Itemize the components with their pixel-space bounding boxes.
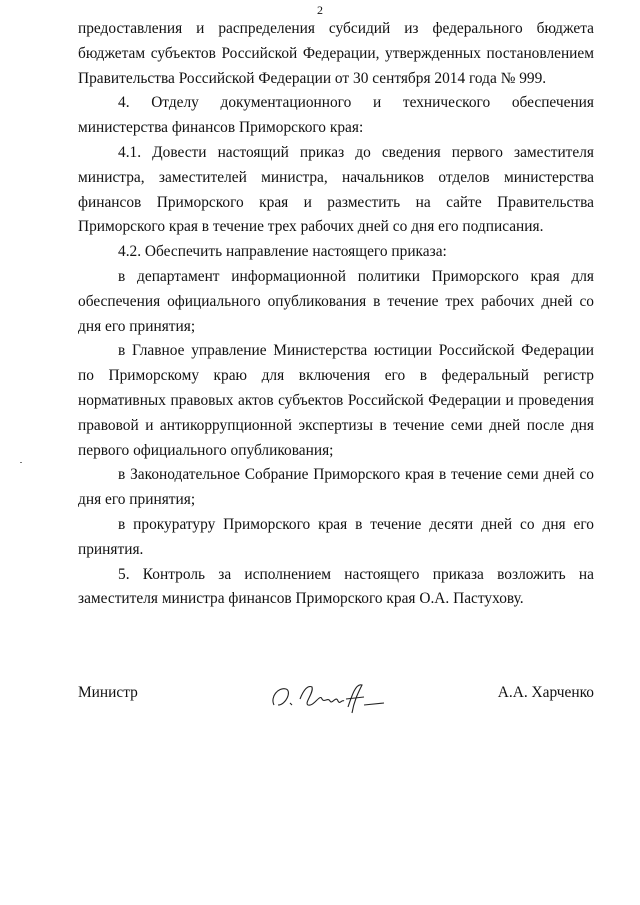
paragraph-item-4-1: 4.1. Довести настоящий приказ до сведения первого заместителя министра, заместителей министра, начальников отделов министерства финансов Приморского края и разместить на сайте Правительства Приморского края в течение трех рабочих дней со дня его подписания. <box>78 143 594 236</box>
margin-mark <box>20 462 22 463</box>
paragraph-legislative-assembly: в Законодательное Собрание Приморского края в течение семи дней со дня его принятия; <box>78 466 594 509</box>
document-body <box>78 17 594 612</box>
paragraph-info-policy-department: в департамент информационной политики Приморского края для обеспечения официального опубликования в течение трех рабочих дней со дня его принятия; <box>78 267 594 335</box>
page-number: 2 <box>317 3 323 17</box>
paragraph-item-4-2: 4.2. Обеспечить направление настоящего приказа: <box>118 243 447 261</box>
signer-name: А.А. Харченко <box>497 684 594 701</box>
signer-title: Министр <box>78 684 138 701</box>
paragraph-subsidies-clause: предоставления и распределения субсидий из федерального бюджета бюджетам субъектов Российской Федерации, утвержденных постановлением Правительства Российской Федерации от 30 сентября 2014 года № 999. <box>78 20 594 87</box>
paragraph-prosecutor-office: в прокуратуру Приморского края в течение десяти дней со дня его принятия. <box>78 515 594 558</box>
handwritten-signature <box>268 675 388 715</box>
signature-block <box>78 683 594 723</box>
paragraph-item-4: 4. Отделу документационного и технического обеспечения министерства финансов Приморского края: <box>78 94 594 137</box>
paragraph-justice-ministry: в Главное управление Министерства юстиции Российской Федерации по Приморскому краю для включения его в федеральный регистр нормативных правовых актов субъектов Российской Федерации и проведения правовой и антикоррупционной экспертизы в течение семи дней после дня первого официального опубликования; <box>78 342 594 459</box>
paragraph-item-5: 5. Контроль за исполнением настоящего приказа возложить на заместителя министра финансов Приморского края О.А. Пастухову. <box>78 565 594 608</box>
